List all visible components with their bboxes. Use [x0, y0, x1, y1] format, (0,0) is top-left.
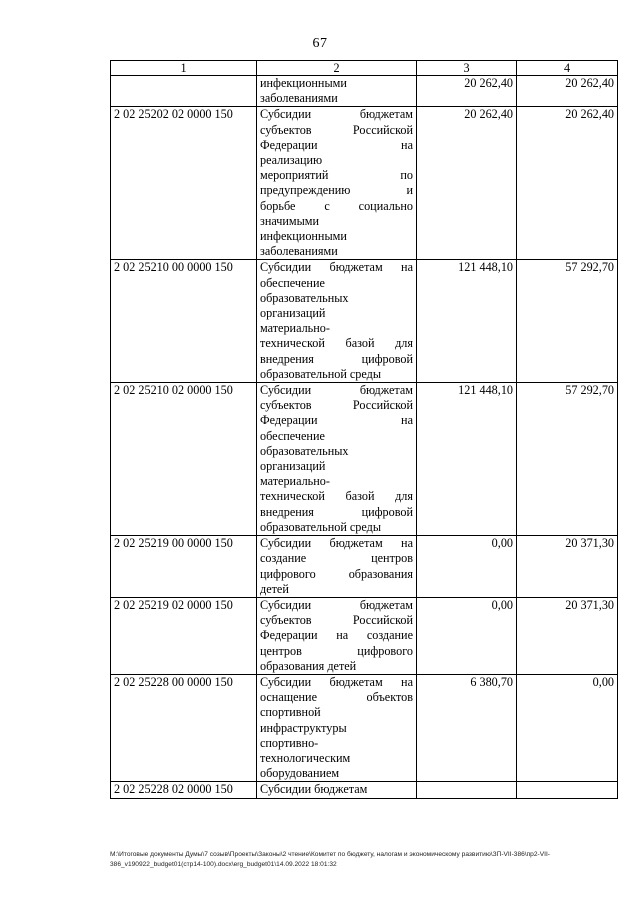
description-line: мероприятий по: [260, 168, 413, 183]
description-line: субъектов Российской: [260, 398, 413, 413]
description-line: Федерации на: [260, 413, 413, 428]
description-cell: [257, 383, 417, 536]
amount-col-4-cell: 20 262,40: [517, 76, 618, 107]
budget-code-cell: 2 02 25210 02 0000 150: [111, 383, 257, 536]
description-line: борьбе с социально: [260, 198, 413, 213]
budget-code-cell: 2 02 25202 02 0000 150: [111, 107, 257, 260]
description-line: оборудованием: [260, 766, 340, 781]
header-col-2: 2: [257, 61, 417, 76]
description-line: Федерации на создание: [260, 628, 413, 643]
description-line: внедрения цифровой: [260, 504, 413, 519]
page-number: 67: [312, 36, 328, 51]
amount-col-4-cell: 20 262,40: [517, 107, 618, 260]
description-line: заболеваниями: [260, 91, 338, 106]
description-cell: [257, 597, 417, 674]
table-header-row: [111, 61, 618, 76]
table-row: [111, 536, 618, 598]
description-line: спортивной: [260, 705, 321, 720]
description-line: обеспечение: [260, 428, 325, 443]
footer-line-1: М:\Итоговые документы Думы\7 созыв\Проекты\Законы\2 чтение\Комитет по бюджету, налогам и экономическому развитию\ЗП-VII-386\пр2-VII-: [110, 851, 550, 858]
description-cell: [257, 536, 417, 598]
amount-col-3-cell: 121 448,10: [417, 260, 517, 383]
footer-line-2: 386_v190922_budget01(стр14-100).docx\erg_budget01\14.09.2022 18:01:32: [110, 861, 337, 868]
description-line: спортивно-: [260, 735, 319, 750]
amount-col-4-cell: 57 292,70: [517, 383, 618, 536]
description-line: технологическим: [260, 750, 351, 765]
description-line: Субсидии бюджетам на: [260, 674, 413, 689]
description-cell: [257, 782, 417, 798]
description-line: детей: [260, 581, 289, 596]
description-line: Субсидии бюджетам: [260, 597, 413, 612]
description-line: оснащение объектов: [260, 690, 413, 705]
budget-code-cell: 2 02 25219 00 0000 150: [111, 536, 257, 598]
amount-col-3-cell: 6 380,70: [417, 674, 517, 781]
document-path-footer: [110, 850, 618, 870]
description-line: заболеваниями: [260, 244, 338, 259]
description-line: образования детей: [260, 658, 357, 673]
description-line: субъектов Российской: [260, 122, 413, 137]
description-cell: [257, 76, 417, 107]
table-row: [111, 674, 618, 781]
description-line: создание центров: [260, 551, 413, 566]
amount-col-4-cell: 20 371,30: [517, 536, 618, 598]
description-line: центров цифрового: [260, 643, 413, 658]
table-row: [111, 76, 618, 107]
amount-col-3-cell: 0,00: [417, 536, 517, 598]
description-line: внедрения цифровой: [260, 351, 413, 366]
description-line: предупреждению и: [260, 183, 413, 198]
description-line: материально-: [260, 474, 330, 489]
description-line: Субсидии бюджетам: [260, 782, 368, 797]
description-cell: [257, 674, 417, 781]
description-cell: [257, 107, 417, 260]
description-line: Субсидии бюджетам на: [260, 260, 413, 275]
description-line: организаций: [260, 306, 326, 321]
budget-code-cell: 2 02 25210 00 0000 150: [111, 260, 257, 383]
amount-col-3-cell: [417, 782, 517, 798]
amount-col-4-cell: 57 292,70: [517, 260, 618, 383]
table-row: [111, 107, 618, 260]
header-col-3: 3: [417, 61, 517, 76]
description-line: инфекционными: [260, 76, 347, 90]
table-row: [111, 260, 618, 383]
description-line: образовательной среды: [260, 519, 382, 534]
amount-col-4-cell: [517, 782, 618, 798]
budget-code-cell: [111, 76, 257, 107]
description-cell: [257, 260, 417, 383]
description-line: образовательных: [260, 443, 349, 458]
description-line: цифрового образования: [260, 566, 413, 581]
amount-col-3-cell: 121 448,10: [417, 383, 517, 536]
description-line: технической базой для: [260, 489, 413, 504]
description-line: организаций: [260, 459, 326, 474]
amount-col-3-cell: 0,00: [417, 597, 517, 674]
description-line: Субсидии бюджетам: [260, 383, 413, 398]
description-line: инфекционными: [260, 229, 347, 244]
description-line: значимыми: [260, 213, 320, 228]
amount-col-4-cell: 20 371,30: [517, 597, 618, 674]
amount-col-3-cell: 20 262,40: [417, 107, 517, 260]
description-line: образовательных: [260, 290, 349, 305]
description-line: Субсидии бюджетам: [260, 107, 413, 122]
description-line: материально-: [260, 321, 330, 336]
description-line: образовательной среды: [260, 366, 382, 381]
budget-table: [110, 60, 618, 799]
description-line: Субсидии бюджетам на: [260, 536, 413, 551]
description-line: реализацию: [260, 153, 323, 168]
table-row: [111, 782, 618, 798]
description-line: технической базой для: [260, 336, 413, 351]
description-line: Федерации на: [260, 137, 413, 152]
description-line: обеспечение: [260, 275, 325, 290]
budget-code-cell: 2 02 25219 02 0000 150: [111, 597, 257, 674]
header-col-1: 1: [111, 61, 257, 76]
description-line: инфраструктуры: [260, 720, 347, 735]
budget-code-cell: 2 02 25228 00 0000 150: [111, 674, 257, 781]
description-line: субъектов Российской: [260, 613, 413, 628]
amount-col-4-cell: 0,00: [517, 674, 618, 781]
table-row: [111, 597, 618, 674]
amount-col-3-cell: 20 262,40: [417, 76, 517, 107]
budget-code-cell: 2 02 25228 02 0000 150: [111, 782, 257, 798]
table-row: [111, 383, 618, 536]
header-col-4: 4: [517, 61, 618, 76]
